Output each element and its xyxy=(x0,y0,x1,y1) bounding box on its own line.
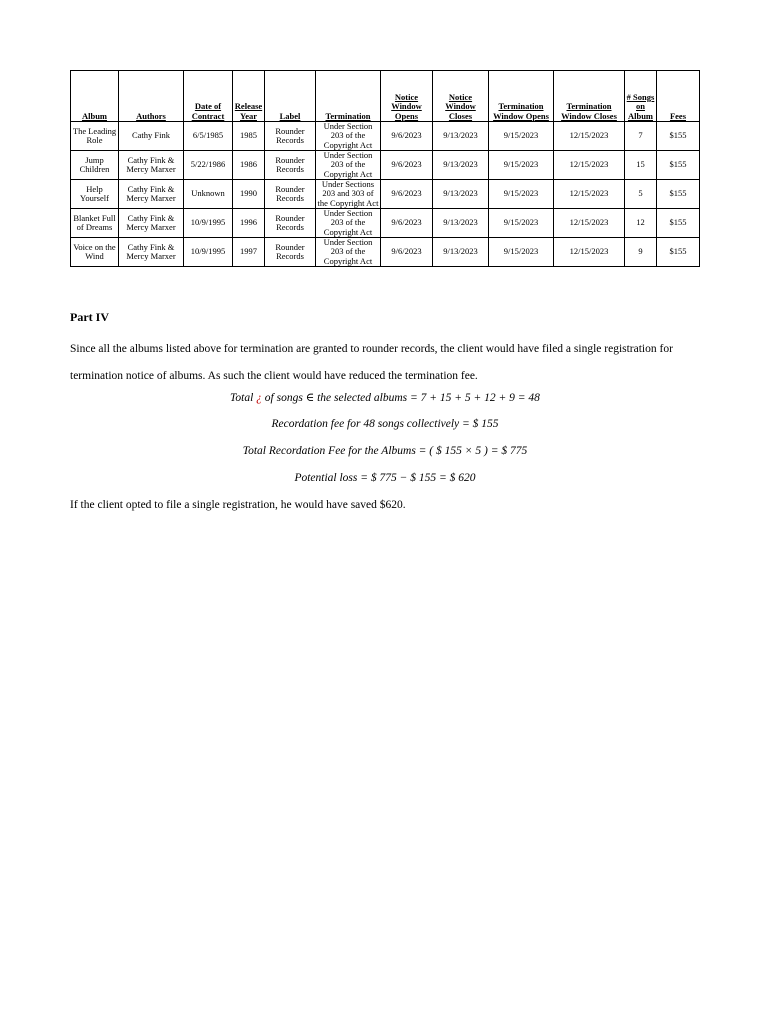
equation-total-fee: Total Recordation Fee for the Albums = ( $ 155 × 5 ) = $ 775 xyxy=(242,445,528,457)
column-header: Fees xyxy=(657,71,700,122)
table-row xyxy=(71,180,700,209)
column-header: Termination xyxy=(316,71,381,122)
table-cell: 15 xyxy=(625,151,657,180)
table-cell: 12/15/2023 xyxy=(554,122,625,151)
table-cell: 10/9/1995 xyxy=(184,209,233,238)
equation-recordation-fee: Recordation fee for 48 songs collectively = $ 155 xyxy=(271,418,499,430)
table-cell: 9/6/2023 xyxy=(381,180,433,209)
table-cell: 9/15/2023 xyxy=(489,180,554,209)
table-cell: Under Sections 203 and 303 of the Copyright Act xyxy=(316,180,381,209)
table-cell: Cathy Fink xyxy=(119,122,184,151)
table-cell: 1990 xyxy=(233,180,265,209)
table-cell: 9/13/2023 xyxy=(433,151,489,180)
table-cell: 9/6/2023 xyxy=(381,209,433,238)
table-row xyxy=(71,209,700,238)
table-cell: 5 xyxy=(625,180,657,209)
table-cell: Jump Children xyxy=(71,151,119,180)
termination-table xyxy=(70,70,700,267)
column-header: # Songs on Album xyxy=(625,71,657,122)
table-cell: 1996 xyxy=(233,209,265,238)
table-cell: Voice on the Wind xyxy=(71,238,119,267)
table-cell: Rounder Records xyxy=(265,180,316,209)
equation-glyph: ¿ xyxy=(256,392,262,404)
table-cell: Under Section 203 of the Copyright Act xyxy=(316,209,381,238)
table-cell: Unknown xyxy=(184,180,233,209)
table-cell: 12/15/2023 xyxy=(554,209,625,238)
table-cell: 6/5/1985 xyxy=(184,122,233,151)
table-cell: Rounder Records xyxy=(265,122,316,151)
column-header: Notice Window Opens xyxy=(381,71,433,122)
table-cell: 12/15/2023 xyxy=(554,180,625,209)
table-cell: 9/6/2023 xyxy=(381,151,433,180)
table-cell: 9/15/2023 xyxy=(489,209,554,238)
table-body xyxy=(71,122,700,267)
table-cell: 1986 xyxy=(233,151,265,180)
table-cell: $155 xyxy=(657,209,700,238)
table-cell: 12/15/2023 xyxy=(554,151,625,180)
table-cell: Cathy Fink & Mercy Marxer xyxy=(119,151,184,180)
table-cell: 9/13/2023 xyxy=(433,122,489,151)
table-cell: Under Section 203 of the Copyright Act xyxy=(316,122,381,151)
body-paragraph: Since all the albums listed above for termination are granted to rounder records, the client would have filed a single registration for termination notice of albums. As such the client would have reduced the termination fee. xyxy=(70,343,673,382)
table-cell: Under Section 203 of the Copyright Act xyxy=(316,238,381,267)
table-cell: $155 xyxy=(657,180,700,209)
table-cell: Cathy Fink & Mercy Marxer xyxy=(119,180,184,209)
table-cell: $155 xyxy=(657,151,700,180)
table-cell: 9/15/2023 xyxy=(489,238,554,267)
table-row xyxy=(71,151,700,180)
table-cell: Cathy Fink & Mercy Marxer xyxy=(119,238,184,267)
table-cell: 9/6/2023 xyxy=(381,238,433,267)
table-cell: The Leading Role xyxy=(71,122,119,151)
table-cell: 12/15/2023 xyxy=(554,238,625,267)
table-cell: 10/9/1995 xyxy=(184,238,233,267)
table-cell: $155 xyxy=(657,238,700,267)
table-cell: Blanket Full of Dreams xyxy=(71,209,119,238)
table-cell: 12 xyxy=(625,209,657,238)
section-heading: Part IV xyxy=(70,310,109,324)
equation-total-songs xyxy=(70,390,700,404)
table-cell: 9/13/2023 xyxy=(433,209,489,238)
column-header: Release Year xyxy=(233,71,265,122)
table-cell: 1997 xyxy=(233,238,265,267)
column-header: Termination Window Opens xyxy=(489,71,554,122)
column-header: Album xyxy=(71,71,119,122)
table-row xyxy=(71,122,700,151)
column-header: Date of Contract xyxy=(184,71,233,122)
table-header xyxy=(71,71,700,122)
table-cell: 9/15/2023 xyxy=(489,122,554,151)
table-cell: Rounder Records xyxy=(265,151,316,180)
table-cell: Rounder Records xyxy=(265,209,316,238)
table-header-row xyxy=(71,71,700,122)
table-cell: Help Yourself xyxy=(71,180,119,209)
table-cell: Rounder Records xyxy=(265,238,316,267)
table-cell: 9/6/2023 xyxy=(381,122,433,151)
table-cell: Cathy Fink & Mercy Marxer xyxy=(119,209,184,238)
table-cell: 9/13/2023 xyxy=(433,180,489,209)
table-cell: Under Section 203 of the Copyright Act xyxy=(316,151,381,180)
table-cell: 5/22/1986 xyxy=(184,151,233,180)
column-header: Label xyxy=(265,71,316,122)
equation-potential-loss: Potential loss = $ 775 − $ 155 = $ 620 xyxy=(294,472,476,484)
table-cell: 9 xyxy=(625,238,657,267)
table-cell: $155 xyxy=(657,122,700,151)
conclusion-text: If the client opted to file a single registration, he would have saved $620. xyxy=(70,499,406,511)
column-header: Termination Window Closes xyxy=(554,71,625,122)
equation-text: of songs ∈ the selected albums = 7 + 15 + 5 + 12 + 9 = 48 xyxy=(261,392,540,404)
table-cell: 1985 xyxy=(233,122,265,151)
column-header: Notice Window Closes xyxy=(433,71,489,122)
equation-text: Total xyxy=(230,392,257,404)
table-cell: 9/13/2023 xyxy=(433,238,489,267)
column-header: Authors xyxy=(119,71,184,122)
table-row xyxy=(71,238,700,267)
table-cell: 7 xyxy=(625,122,657,151)
table-cell: 9/15/2023 xyxy=(489,151,554,180)
